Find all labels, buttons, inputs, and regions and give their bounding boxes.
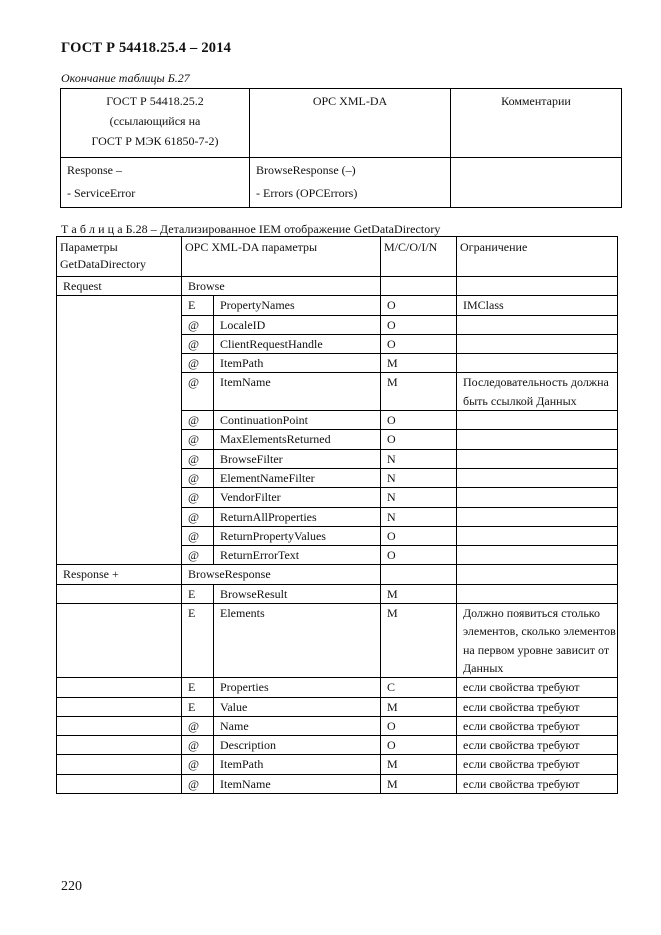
table-row [57, 526, 618, 545]
param-cell [57, 755, 182, 774]
constraint-cell: если свойства требуют [457, 697, 618, 716]
req-cell: M [381, 584, 457, 603]
name-cell: Elements [214, 604, 381, 678]
table-b27-header-row [61, 89, 622, 158]
table-b27-header-comments: Комментарии [451, 89, 622, 158]
name-cell: ReturnAllProperties [214, 507, 381, 526]
req-cell: O [381, 430, 457, 449]
table-row [57, 716, 618, 735]
response-section-row [57, 565, 618, 584]
constraint-cell [457, 277, 618, 296]
request-element: Browse [182, 277, 381, 296]
param-cell [57, 736, 182, 755]
param-cell [57, 526, 182, 545]
req-cell: O [381, 716, 457, 735]
constraint-cell [457, 449, 618, 468]
kind-cell: E [182, 296, 214, 315]
kind-cell: @ [182, 755, 214, 774]
name-cell: ItemName [214, 774, 381, 793]
constraint-cell: если свойства требуют [457, 716, 618, 735]
req-cell: O [381, 411, 457, 430]
table-row [57, 774, 618, 793]
req-cell [381, 565, 457, 584]
param-cell [57, 315, 182, 334]
table-b27 [60, 88, 622, 208]
param-cell [57, 507, 182, 526]
kind-cell: @ [182, 546, 214, 565]
constraint-cell: если свойства требуют [457, 774, 618, 793]
param-cell [57, 449, 182, 468]
kind-cell: @ [182, 468, 214, 487]
param-cell [57, 716, 182, 735]
param-cell [57, 697, 182, 716]
req-cell: O [381, 334, 457, 353]
name-cell: ItemPath [214, 354, 381, 373]
kind-cell: @ [182, 354, 214, 373]
name-cell: LocaleID [214, 315, 381, 334]
table-b28-header-constraint: Ограничение [457, 237, 618, 277]
name-cell: ContinuationPoint [214, 411, 381, 430]
constraint-cell [457, 334, 618, 353]
constraint-cell [457, 546, 618, 565]
table-row [57, 507, 618, 526]
table-b27-row [61, 158, 622, 208]
kind-cell: @ [182, 430, 214, 449]
name-cell: ElementNameFilter [214, 468, 381, 487]
table-row [57, 584, 618, 603]
request-section-row [57, 277, 618, 296]
name-cell: ReturnErrorText [214, 546, 381, 565]
name-cell: Value [214, 697, 381, 716]
response-element: BrowseResponse [182, 565, 381, 584]
document-title: ГОСТ Р 54418.25.4 – 2014 [61, 40, 232, 56]
constraint-cell: если свойства требуют [457, 736, 618, 755]
table-b27-cell-comments [451, 158, 622, 208]
constraint-cell [457, 584, 618, 603]
kind-cell: @ [182, 488, 214, 507]
constraint-cell [457, 507, 618, 526]
name-cell: Properties [214, 678, 381, 697]
kind-cell: @ [182, 526, 214, 545]
req-cell: N [381, 507, 457, 526]
param-cell [57, 584, 182, 603]
req-cell: N [381, 468, 457, 487]
req-cell: O [381, 296, 457, 315]
table-row [57, 411, 618, 430]
req-cell: N [381, 449, 457, 468]
kind-cell: @ [182, 716, 214, 735]
param-cell [57, 411, 182, 430]
table-row [57, 736, 618, 755]
table-row [57, 468, 618, 487]
req-cell: M [381, 774, 457, 793]
constraint-cell: Должно появиться столько элементов, сколько элементов на первом уровне зависит от Данных [457, 604, 618, 678]
constraint-cell [457, 411, 618, 430]
param-cell [57, 604, 182, 678]
kind-cell: @ [182, 736, 214, 755]
table-row [57, 373, 618, 411]
table-b27-header-opc: OPC XML-DA [250, 89, 451, 158]
table-b28-header-row [57, 237, 618, 277]
param-cell [57, 296, 182, 315]
param-cell [57, 774, 182, 793]
param-cell [57, 546, 182, 565]
kind-cell: E [182, 604, 214, 678]
name-cell: BrowseFilter [214, 449, 381, 468]
table-row [57, 334, 618, 353]
kind-cell: @ [182, 315, 214, 334]
name-cell: BrowseResult [214, 584, 381, 603]
table-row [57, 604, 618, 678]
constraint-cell: IMClass [457, 296, 618, 315]
constraint-cell: если свойства требуют [457, 755, 618, 774]
kind-cell: @ [182, 774, 214, 793]
name-cell: MaxElementsReturned [214, 430, 381, 449]
kind-cell: @ [182, 373, 214, 411]
req-cell: M [381, 604, 457, 678]
constraint-cell [457, 526, 618, 545]
table-row [57, 697, 618, 716]
table-row [57, 315, 618, 334]
kind-cell: @ [182, 449, 214, 468]
param-cell [57, 468, 182, 487]
table-b28-header-params: Параметры GetDataDirectory [57, 237, 182, 277]
req-cell: M [381, 755, 457, 774]
table-b28 [56, 236, 618, 794]
kind-cell: @ [182, 507, 214, 526]
kind-cell: @ [182, 411, 214, 430]
table-b27-cell-opc: BrowseResponse (–) - Errors (OPCErrors) [250, 158, 451, 208]
constraint-cell [457, 488, 618, 507]
page-number: 220 [61, 879, 82, 894]
constraint-cell [457, 315, 618, 334]
table-row [57, 755, 618, 774]
req-cell: M [381, 354, 457, 373]
kind-cell: E [182, 678, 214, 697]
req-cell: C [381, 678, 457, 697]
kind-cell: @ [182, 334, 214, 353]
table-row [57, 354, 618, 373]
table-b27-cell-gost: Response – - ServiceError [61, 158, 250, 208]
req-cell: O [381, 315, 457, 334]
constraint-cell: Последовательность должна быть ссылкой Данных [457, 373, 618, 411]
name-cell: PropertyNames [214, 296, 381, 315]
param-cell [57, 488, 182, 507]
table-b27-header-gost: ГОСТ Р 54418.25.2 (ссылающийся на ГОСТ Р МЭК 61850-7-2) [61, 89, 250, 158]
name-cell: VendorFilter [214, 488, 381, 507]
param-cell [57, 430, 182, 449]
req-cell: N [381, 488, 457, 507]
response-label: Response + [57, 565, 182, 584]
req-cell: M [381, 697, 457, 716]
param-cell [57, 678, 182, 697]
table-b28-header-mcoin: M/C/O/I/N [381, 237, 457, 277]
request-label: Request [57, 277, 182, 296]
constraint-cell [457, 430, 618, 449]
req-cell: O [381, 736, 457, 755]
param-cell [57, 373, 182, 411]
kind-cell: E [182, 584, 214, 603]
name-cell: Description [214, 736, 381, 755]
req-cell [381, 277, 457, 296]
table-b28-caption: Т а б л и ц а Б.28 – Детализированное IEM отображение GetDataDirectory [61, 222, 441, 236]
table-row [57, 449, 618, 468]
req-cell: M [381, 373, 457, 411]
table-row [57, 296, 618, 315]
name-cell: ItemPath [214, 755, 381, 774]
table-b28-header-opc: OPC XML-DA параметры [182, 237, 381, 277]
name-cell: ItemName [214, 373, 381, 411]
name-cell: Name [214, 716, 381, 735]
table-row [57, 678, 618, 697]
constraint-cell [457, 468, 618, 487]
constraint-cell [457, 565, 618, 584]
param-cell [57, 334, 182, 353]
name-cell: ReturnPropertyValues [214, 526, 381, 545]
table-row [57, 488, 618, 507]
name-cell: ClientRequestHandle [214, 334, 381, 353]
table-row [57, 430, 618, 449]
constraint-cell: если свойства требуют [457, 678, 618, 697]
param-cell [57, 354, 182, 373]
constraint-cell [457, 354, 618, 373]
req-cell: O [381, 526, 457, 545]
table-b27-caption: Окончание таблицы Б.27 [61, 71, 190, 85]
table-row [57, 546, 618, 565]
req-cell: O [381, 546, 457, 565]
kind-cell: E [182, 697, 214, 716]
